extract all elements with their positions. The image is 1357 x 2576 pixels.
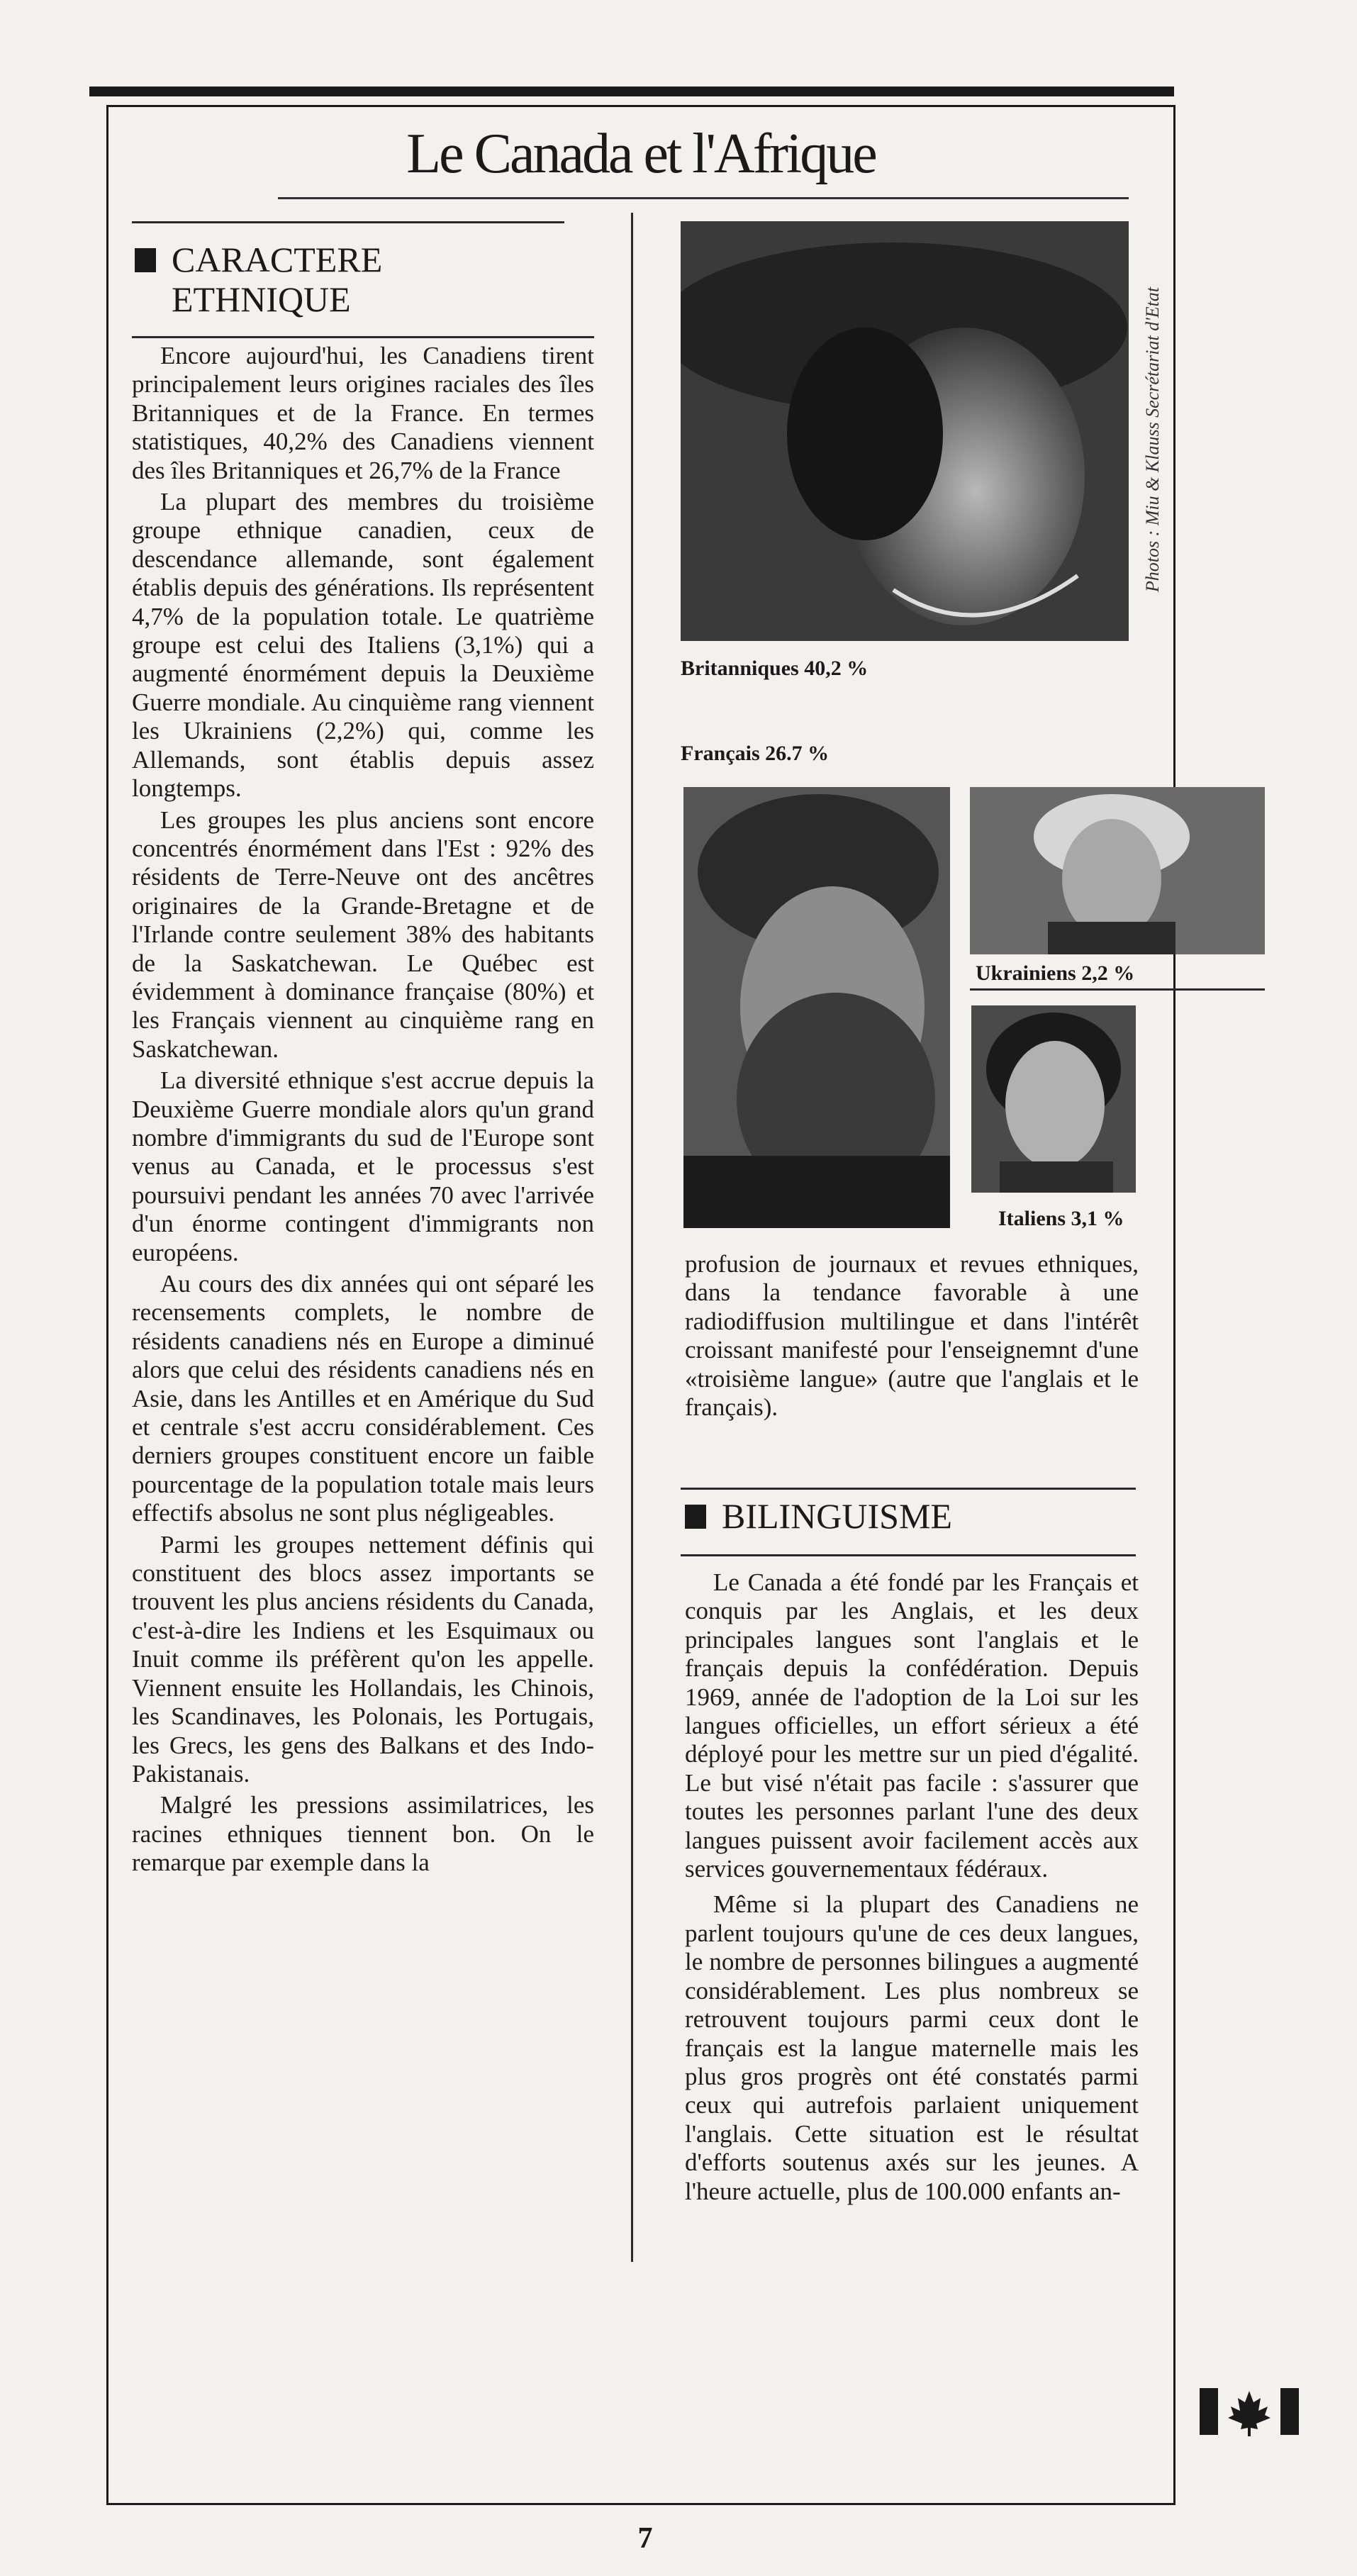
- section-heading-bilinguisme: [685, 1496, 952, 1536]
- section-rule-top: [132, 221, 564, 223]
- section-rule-bottom: [681, 1554, 1136, 1556]
- caption-rule: [970, 988, 1265, 991]
- title-rule: [278, 197, 1129, 199]
- paragraph: Malgré les pressions assimilatrices, les racines ethniques tiennent bon. On le remarque par exemple dans la: [132, 1791, 594, 1877]
- bullet-square-icon: [685, 1505, 706, 1529]
- heading-line: BILINGUISME: [722, 1496, 952, 1536]
- caption-ukrainiens: Ukrainiens 2,2 %: [976, 961, 1135, 985]
- paragraph: Encore aujourd'hui, les Canadiens tirent principalement leurs origines raciales des îles Britanniques et de la France. En termes statistiques, 40,2% des Canadiens viennent des îles Britanniques et 26,7% de la France: [132, 342, 594, 484]
- page-number: 7: [637, 2522, 653, 2555]
- top-border-bar: [89, 87, 1174, 96]
- page-title: Le Canada et l'Afrique: [406, 123, 876, 185]
- photo-credit: [1133, 227, 1173, 652]
- paragraph: Même si la plupart des Canadiens ne parlent toujours qu'une de ces deux langues, le nombre de personnes bilingues a augmenté considérablement. Les plus nombreux se retrouvent toujours parmi ceux dont le français est la langue maternelle mais les plus gros progrès ont été constatés parmi ceux qui autrefois parlaient uniquement l'anglais. Cette situation est le résultat d'efforts soutenus axés sur les jeunes. A l'heure actuelle, plus de 100.000 enfants an-: [685, 1890, 1139, 2205]
- section-heading-ethnic: [135, 240, 382, 319]
- paragraph: La plupart des membres du troisième groupe ethnique canadien, ceux de descendance allemande, sont également établis depuis des générations. Ils représentent 4,7% de la population totale. Le quatrième groupe est celui des Italiens (3,1%) qui a augmenté énormément depuis la Deuxième Guerre mondiale. Au cinquième rang viennent les Ukrainiens (2,2%) qui, comme les Allemands, sont établis depuis assez longtemps.: [132, 488, 594, 803]
- canada-flag-icon: [1200, 2385, 1299, 2441]
- caption-francais: Français 26.7 %: [681, 742, 830, 765]
- photo-francais: [683, 787, 950, 1228]
- section-rule-top: [681, 1488, 1136, 1490]
- paragraph: La diversité ethnique s'est accrue depuis la Deuxième Guerre mondiale alors qu'un grand nombre d'immigrants du sud de l'Europe sont venus au Canada, et le processus s'est poursuivi pendant les années 70 avec l'arrivée d'un énorme contingent d'immigrants non européens.: [132, 1066, 594, 1266]
- paragraph: Les groupes les plus anciens sont encore concentrés énormément dans l'Est : 92% des résidents de Terre-Neuve ont des ancêtres originaires de la Grande-Bretagne et de l'Irlande contre seulement 38% des habitants de la Saskatchewan. Le Québec est évidemment à dominance française (80%) et les Français viennent au cinquième rang en Saskatchewan.: [132, 805, 594, 1063]
- caption-italiens: Italiens 3,1 %: [998, 1207, 1124, 1230]
- bullet-square-icon: [135, 248, 156, 272]
- paragraph: Au cours des dix années qui ont séparé les recensements complets, le nombre de résidents canadiens nés en Europe a diminué alors que celui des résidents canadiens nés en Asie, dans les Antilles et en Amérique du Sud et centrale s'est accru considérablement. Ces derniers groupes constituent encore un faible pourcentage de la population totale mais leurs effectifs absolus ne sont plus négligeables.: [132, 1270, 594, 1527]
- photo-credit-text: Photos : Miu & Klauss Secrétariat d'Etat: [1142, 286, 1163, 593]
- paragraph: Parmi les groupes nettement définis qui constituent des blocs assez importants se trouvent les plus anciens résidents du Canada, c'est-à-dire les Indiens et les Esquimaux ou Inuit comme ils préfèrent qu'on les appelle. Viennent ensuite les Hollandais, les Chinois, les Scandinaves, les Polonais, les Portugais, les Grecs, les gens des Balkans et des Indo-Pakistanais.: [132, 1530, 594, 1788]
- paragraph: profusion de journaux et revues ethniques, dans la tendance favorable à une radiodiffusion multilingue et dans l'intérêt croissant manifesté pour l'enseignemnt d'une «troisième langue» (autre que l'anglais et le français).: [685, 1250, 1139, 1422]
- photo-ukrainiens: [970, 787, 1265, 954]
- photo-italiens: [971, 1005, 1136, 1193]
- section-rule-bottom: [132, 336, 594, 338]
- article-column-right: [685, 1250, 1139, 1427]
- heading-line-1: CARACTERE: [172, 240, 383, 279]
- paragraph: Le Canada a été fondé par les Français et conquis par les Anglais, et les deux principales langues sont l'anglais et le français depuis la confédération. Depuis 1969, année de l'adoption de la Loi sur les langues officielles, un effort sérieux a été déployé pour les mettre sur un pied d'égalité. Le but visé n'était pas facile : s'assurer que toutes les personnes parlant l'une des deux langues puissent avoir facilement accès aux services gouvernementaux fédéraux.: [685, 1568, 1139, 1883]
- article-column-left: [132, 342, 594, 1880]
- caption-britanniques: Britanniques 40,2 %: [681, 657, 869, 680]
- photo-britanniques: [681, 221, 1129, 641]
- heading-line-2: ETHNIQUE: [172, 279, 351, 319]
- article-column-right-bilinguisme: [685, 1568, 1139, 2206]
- column-divider: [631, 213, 633, 2262]
